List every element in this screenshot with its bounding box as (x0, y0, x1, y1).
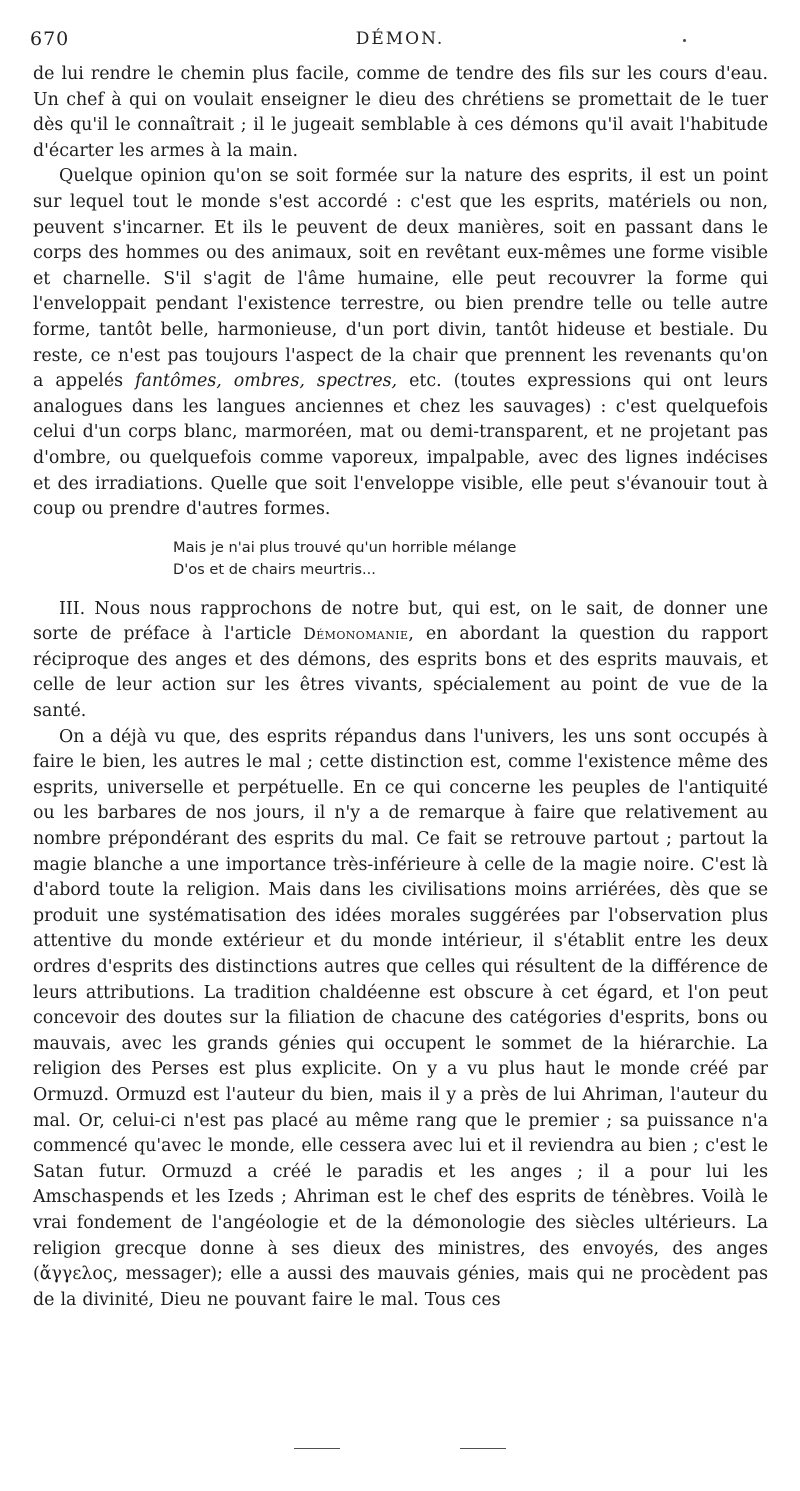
verse-line-2: D'os et de chairs meurtris... (173, 560, 376, 578)
paragraph-section-three (33, 597, 768, 725)
body-text-column (33, 62, 768, 1313)
paragraph-text-part1: On a déjà vu que, des esprits répandus dans l'univers, les uns sont occupés à faire le bien, les autres le mal ; cette distinction est, comme l'existence même des esprits, universelle et perpétuelle. En ce qui concerne les peuples de l'antiquité ou les barbares de nos jours, il n'y a de remarque à faire que relativement au nombre prépondérant des esprits du mal. Ce fait se retrouve partout ; partout la magie blanche a une importance très-inférieure à celle de la magie noire. C'est là d'abord toute la religion. Mais dans les civilisations moins arriérées, dès que se produit une systématisation des idées morales suggérées par l'observation plus attentive du monde extérieur et du monde intérieur, il s'établit entre les deux ordres d'esprits des distinctions autres que celles qui résultent de la différence de leurs attributions. La tradition chaldéenne est obscure à cet égard, et l'on peut concevoir des doutes sur la filiation de chacune des catégories d'esprits, bons ou mauvais, avec les grands génies qui occupent le sommet de la hiérarchie. La religion des Perses est plus explicite. On y a vu plus haut le monde créé par Ormuzd. Ormuzd est l'auteur du bien, mais il y a près de lui Ahriman, l'auteur du mal. Or, celui-ci n'est pas placé au même rang que le premier ; sa puissance n'a commencé qu'avec le monde, elle cessera avec lui et il reviendra au bien ; c'est le Satan futur. Ormuzd a créé le paradis et les anges ; il a pour lui les Amschaspends et les Izeds ; Ahriman est le chef des esprits de ténèbres. Voilà le vrai fondement de l'angéologie et de la démonologie des siècles ultérieurs. La religion grecque donne à ses dieux des ministres, des envoyés, des anges ( (33, 726, 768, 1285)
verse-line-1: Mais je n'ai plus trouvé qu'un horrible mélange (173, 538, 517, 556)
footer-rule-right (460, 1448, 506, 1449)
small-caps-reference: Démonomanie (303, 625, 409, 644)
footer-rule-left (294, 1448, 340, 1449)
page-number: 670 (30, 28, 70, 50)
italic-terms: fantômes, ombres, spectres, (135, 371, 398, 392)
header-dot-mark (683, 39, 686, 42)
paragraph-good-evil-spirits (33, 725, 768, 1314)
page-header (30, 28, 770, 54)
greek-term: ἄγγελος (39, 1264, 113, 1285)
paragraph-text-part2: , en abordant la question du rapport réciproque des anges et des démons, des esprits bons et des esprits mauvais, et celle de leur action sur les êtres vivants, spécialement au point de vue de la santé. (33, 624, 768, 722)
verse-quotation (33, 537, 768, 581)
paragraph-text-part2: etc. (toutes expressions qui ont leurs analogues dans les langues anciennes et chez les sauvages) : c'est quelquefois celui d'un corps blanc, marmoréen, mat ou demi-transparent, et ne projetant pas d'ombre, ou quelquefois comme vaporeux, impalpable, avec des lignes indécises et des irradiations. Quelle que soit l'enveloppe visible, elle peut s'évanouir tout à coup ou prendre d'autres formes. (33, 371, 768, 520)
paragraph-text-part1: Quelque opinion qu'on se soit formée sur la nature des esprits, il est un point sur lequel tout le monde s'est accordé : c'est que les esprits, matériels ou non, peuvent s'incarner. Et ils le peuvent de deux manières, soit en passant dans le corps des hommes ou des animaux, soit en revêtant eux-mêmes une forme visible et charnelle. S'il s'agit de l'âme humaine, elle peut recouvrer la forme qui l'enveloppait pendant l'existence terrestre, ou bien prendre telle ou telle autre forme, tantôt belle, harmonieuse, d'un port divin, tantôt hideuse et bestiale. Du reste, ce n'est pas toujours l'aspect de la chair que prennent les revenants qu'on a appelés (33, 166, 768, 392)
paragraph-text: de lui rendre le chemin plus facile, comme de tendre des fils sur les cours d'eau. Un chef à qui on voulait enseigner le dieu des chrétiens se promettait de le tuer dès qu'il le connaîtrait ; il le jugeait semblable à ces démons qu'il avait l'habitude d'écarter les armes à la main. (33, 64, 768, 161)
footer-rule-marks (0, 1448, 800, 1449)
paragraph-continuation (33, 62, 768, 164)
paragraph-spirits-incarnation (33, 164, 768, 522)
paragraph-text-part2: , messager); elle a aussi des mauvais génies, mais qui ne procèdent pas de la divinité, Dieu ne pouvant faire le mal. Tous ces (33, 1264, 768, 1310)
running-head: DÉMON. (355, 29, 445, 49)
paragraph-text-part1: III. Nous nous rapprochons de notre but, qui est, on le sait, de donner une sorte de préface à l'article (33, 598, 768, 645)
